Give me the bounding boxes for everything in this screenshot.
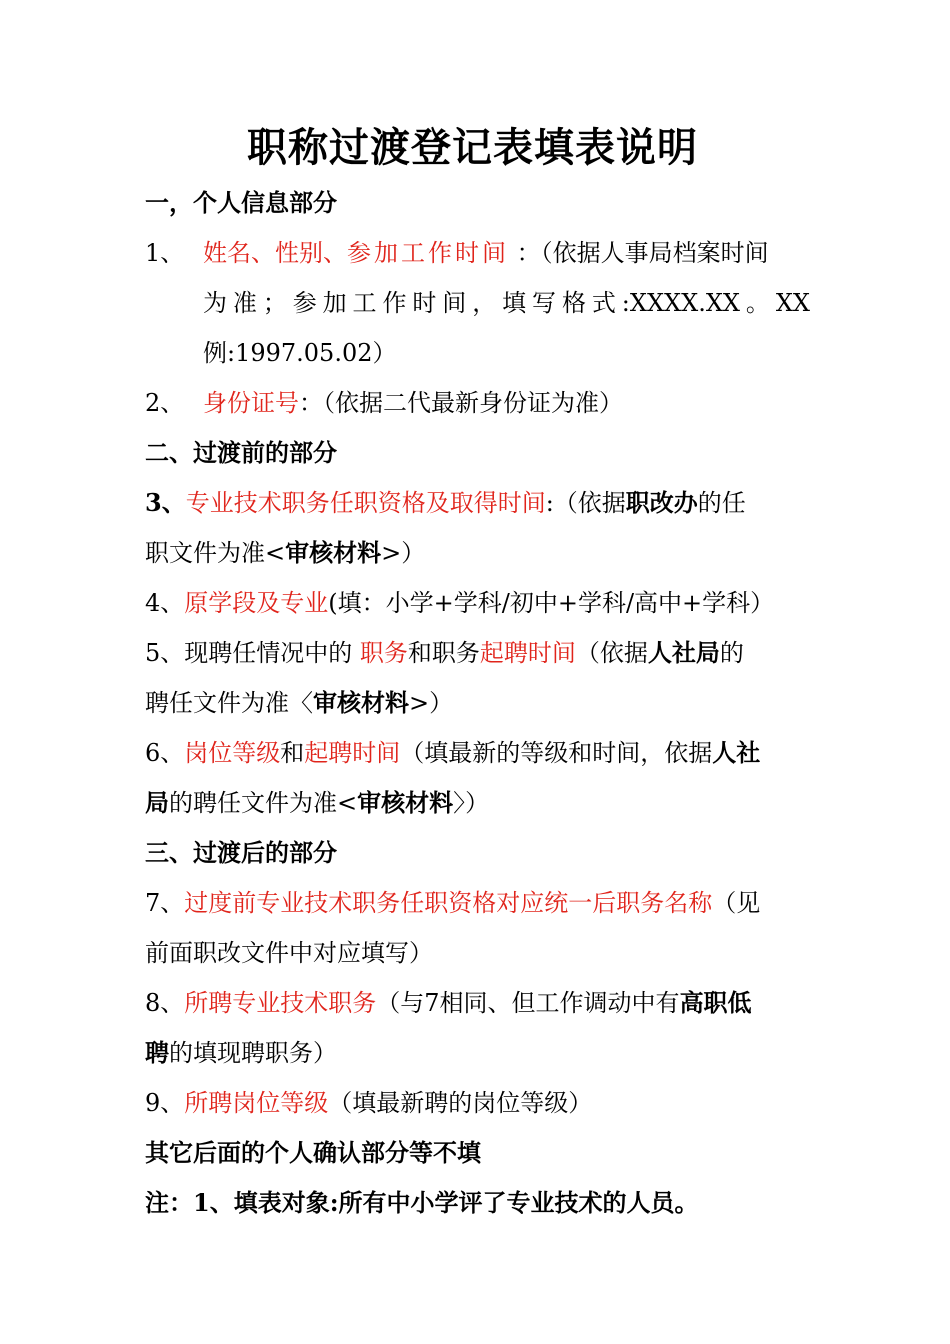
item-number: 9、 [145,1089,185,1117]
continuation-text: 聘任文件为准〈 [145,689,313,717]
item-7 [145,878,810,928]
item-5-note-end: 的 [719,639,744,667]
field-original-stage: 原学段及专业 [184,589,329,617]
bold-term: 审核材料 [285,538,382,567]
item-5-prefix: 现聘任情况中的 [184,639,360,667]
item-1-note: ：（依据人事局档案时间 [509,239,769,267]
separator: 、 [323,239,347,267]
field-id-number: 身份证号 [203,389,299,417]
other-note: 其它后面的个人确认部分等不填 [145,1138,481,1167]
field-hired-post-level: 所聘岗位等级 [184,1089,329,1117]
item-1-example: 例:1997.05.02） [203,339,397,367]
separator: 、 [251,239,275,267]
document-body [145,118,810,1228]
field-work-start-time: 参加工作时间 [347,239,509,267]
item-number: 1、 [145,239,185,267]
item-5 [145,628,810,678]
field-name: 姓名 [203,239,251,267]
field-position: 职务 [359,639,408,667]
bold-term: 人社局 [647,638,720,667]
bold-term: 局 [145,788,169,817]
section-heading-1: 一，个人信息部分 [145,188,337,217]
item-4 [145,578,810,628]
document-title: 职称过渡登记表填表说明 [247,124,698,171]
field-qualification: 专业技术职务任职资格及取得时间 [185,489,546,517]
footnote: 注：1、填表对象:所有中小学评了专业技术的人员。 [145,1188,699,1217]
item-6-note: （填最新的等级和时间，依据 [400,739,713,767]
item-7-note: （见 [712,889,761,917]
item-6-continuation [145,778,810,828]
item-3 [145,478,810,528]
bold-term: 审核材料 [313,688,409,717]
item-4-note: (填：小学+学科/初中+学科/高中+学科） [328,589,775,617]
section-heading-2: 二、过渡前的部分 [145,438,337,467]
item-number: 3、 [145,488,186,517]
item-7-continuation: 前面职改文件中对应填写） [145,939,433,967]
item-3-note: :（依据 [545,489,626,517]
item-number: 7、 [145,889,185,917]
bold-term: 人社 [712,738,761,767]
item-5-mid: 和职务 [407,639,480,667]
item-5-note: （依据 [575,639,648,667]
item-number: 6、 [145,739,185,767]
item-2 [145,378,810,428]
field-post-level: 岗位等级 [184,739,281,767]
field-unified-title: 过度前专业技术职务任职资格对应统一后职务名称 [184,889,713,917]
bold-term: 聘 [145,1038,169,1067]
continuation-text-end: 〉） [453,789,490,817]
item-number: 4、 [145,589,185,617]
continuation-text: 的聘任文件为准< [169,789,358,817]
bold-term: 审核材料 [357,788,454,817]
item-9 [145,1078,810,1128]
bold-term: 高职低 [679,988,752,1017]
item-number: 2、 [145,389,185,417]
item-9-note: （填最新聘的岗位等级） [328,1089,593,1117]
item-8-continuation [145,1028,810,1078]
section-heading-3: 三、过渡后的部分 [145,838,337,867]
continuation-text-end: >） [409,689,454,717]
item-8-note: （与7相同、但工作调动中有 [376,989,680,1017]
item-1-continuation: 为准；参加工作时间，填写格式:XXXX.XX。XX [203,289,810,317]
item-6 [145,728,810,778]
field-start-time: 起聘时间 [304,739,401,767]
item-5-continuation [145,678,810,728]
field-start-time: 起聘时间 [479,639,576,667]
item-3-continuation [145,528,810,578]
item-number: 5、 [145,639,185,667]
item-8 [145,978,810,1028]
continuation-text: 的填现聘职务） [169,1039,337,1067]
item-1 [145,228,810,278]
item-2-note: ：（依据二代最新身份证为准） [299,389,623,417]
item-6-mid: 和 [280,739,305,767]
field-gender: 性别 [275,239,323,267]
item-3-note-end: 的任 [697,489,746,517]
continuation-text-end: >） [381,539,426,567]
field-hired-title: 所聘专业技术职务 [184,989,377,1017]
continuation-text: 职文件为准< [145,539,286,567]
item-number: 8、 [145,989,185,1017]
bold-term: 职改办 [625,488,698,517]
